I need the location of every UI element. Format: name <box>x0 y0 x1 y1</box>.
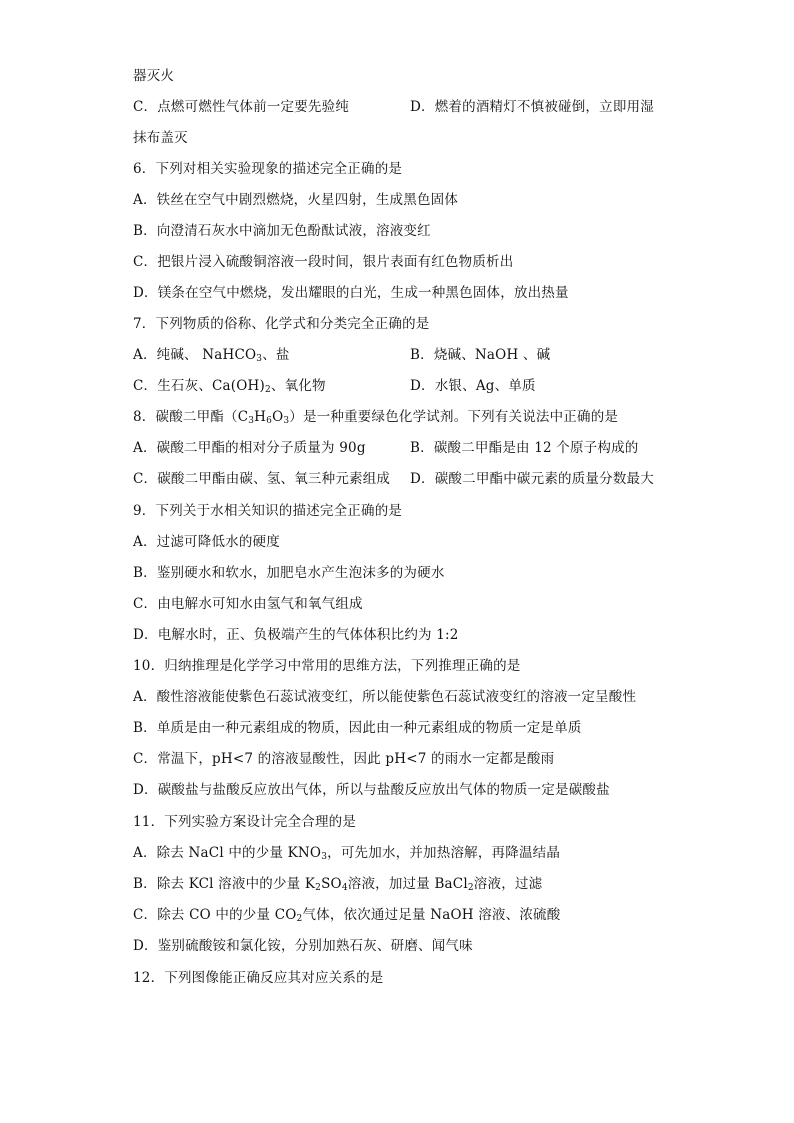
subscript: 2 <box>296 914 303 924</box>
text-span: D．水银、Ag、单质 <box>410 378 536 394</box>
q11-option-d <box>133 936 693 956</box>
text-span: D．鉴别硫酸铵和氯化铵，分别加熟石灰、研磨、闻气味 <box>133 938 473 954</box>
text-span: C．除去 CO 中的少量 CO <box>133 907 297 923</box>
text-span: C．点燃可燃性气体前一定要先验纯 <box>133 99 350 115</box>
subscript: 2 <box>315 883 322 893</box>
text-span: A．酸性溶液能使紫色石蕊试液变红，所以能使紫色石蕊试液变红的溶液一定呈酸性 <box>133 689 637 705</box>
text-span: ，可先加水，并加热溶解，再降温结晶 <box>327 845 561 861</box>
text-span: 器灭火 <box>133 68 175 84</box>
subscript: 6 <box>266 416 273 426</box>
text-span: A．纯碱、 NaHCO <box>133 347 257 363</box>
q10-option-c <box>133 749 693 769</box>
text-span: D．镁条在空气中燃烧，发出耀眼的白光，生成一种黑色固体，放出热量 <box>133 285 569 301</box>
text-span: D．碳酸二甲酯中碳元素的质量分数最大 <box>410 471 654 487</box>
question-6 <box>133 159 693 179</box>
text-span: B．碳酸二甲酯是由 12 个原子构成的 <box>410 440 639 456</box>
q10-option-a <box>133 687 693 707</box>
q9-option-c <box>133 594 693 614</box>
text-span: D．电解水时，正、负极端产生的气体体积比约为 1:2 <box>133 627 459 643</box>
text-span: B．烧碱、NaOH 、碱 <box>410 347 551 363</box>
text-span: B．单质是由一种元素组成的物质，因此由一种元素组成的物质一定是单质 <box>133 720 582 736</box>
q9-option-a <box>133 532 693 552</box>
text-span: O <box>272 409 284 425</box>
text-span: 溶液，加过量 BaCl <box>347 876 468 892</box>
subscript: 2 <box>467 883 474 893</box>
subscript: 3 <box>283 416 290 426</box>
q9-option-d <box>133 625 693 645</box>
text-span: D．燃着的酒精灯不慎被碰倒，立即用湿 <box>410 99 654 115</box>
text-span: 7．下列物质的俗称、化学式和分类完全正确的是 <box>133 316 430 332</box>
q10-option-d <box>133 780 693 800</box>
text-span: H <box>254 409 267 425</box>
text-span: A．过滤可降低水的硬度 <box>133 534 280 550</box>
text-span: A．铁丝在空气中剧烈燃烧，火星四射，生成黑色固体 <box>133 192 459 208</box>
q11-option-a <box>133 843 693 863</box>
q11-option-c <box>133 905 693 925</box>
text-span: B．除去 KCl 溶液中的少量 K <box>133 876 316 892</box>
text-span: 6．下列对相关实验现象的描述完全正确的是 <box>133 161 403 177</box>
text-span: C．常温下，pH<7 的溶液显酸性，因此 pH<7 的雨水一定都是酸雨 <box>133 751 555 767</box>
subscript: 2 <box>264 385 271 395</box>
text-span: 9．下列关于水相关知识的描述完全正确的是 <box>133 503 403 519</box>
q6-option-d <box>133 283 693 303</box>
text-span: 12．下列图像能正确反应其对应关系的是 <box>133 970 384 986</box>
subscript: 3 <box>248 416 255 426</box>
text-span: C．把银片浸入硫酸铜溶液一段时间，银片表面有红色物质析出 <box>133 254 514 270</box>
text-span: D．碳酸盐与盐酸反应放出气体，所以与盐酸反应放出气体的物质一定是碳酸盐 <box>133 782 610 798</box>
question-9 <box>133 501 693 521</box>
text-span: C．生石灰、Ca(OH) <box>133 378 265 394</box>
text-span: A．除去 NaCl 中的少量 KNO <box>133 845 322 861</box>
q7-option-d <box>410 376 536 396</box>
subscript: 3 <box>321 852 328 862</box>
q6-option-c <box>133 252 693 272</box>
q10-option-b <box>133 718 693 738</box>
text-span: 8．碳酸二甲酯（C <box>133 409 249 425</box>
text-span: 、氧化物 <box>270 378 326 394</box>
question-11 <box>133 812 693 832</box>
text-span: B．向澄清石灰水中滴加无色酚酞试液，溶液变红 <box>133 223 431 239</box>
text-line <box>133 66 693 86</box>
q8-option-d <box>410 469 654 489</box>
text-span: 11．下列实验方案设计完全合理的是 <box>133 814 357 830</box>
option-d <box>410 97 654 117</box>
text-span: 溶液，过滤 <box>473 876 543 892</box>
q6-option-a <box>133 190 693 210</box>
text-span: C．碳酸二甲酯由碳、氢、氧三种元素组成 <box>133 471 391 487</box>
q7-option-b <box>410 345 550 365</box>
q8-option-b <box>410 438 638 458</box>
text-span: SO <box>321 876 342 892</box>
q6-option-b <box>133 221 693 241</box>
q9-option-b <box>133 563 693 583</box>
text-span: 10．归纳推理是化学学习中常用的思维方法，下列推理正确的是 <box>133 658 521 674</box>
subscript: 4 <box>341 883 348 893</box>
text-span: 抹布盖灭 <box>133 130 188 146</box>
text-span: ）是一种重要绿色化学试剂。下列有关说法中正确的是 <box>289 409 619 425</box>
text-span: B．鉴别硬水和软水，加肥皂水产生泡沫多的为硬水 <box>133 565 445 581</box>
text-span: C．由电解水可知水由氢气和氧气组成 <box>133 596 363 612</box>
subscript: 3 <box>256 354 263 364</box>
text-span: 气体，依次通过足量 NaOH 溶液、浓硫酸 <box>302 907 561 923</box>
text-span: 、盐 <box>262 347 290 363</box>
question-10 <box>133 656 693 676</box>
text-span: A．碳酸二甲酯的相对分子质量为 90g <box>133 440 366 456</box>
question-7 <box>133 314 693 334</box>
question-8 <box>133 407 693 427</box>
text-line <box>133 128 693 148</box>
q11-option-b <box>133 874 693 894</box>
question-12 <box>133 968 693 988</box>
